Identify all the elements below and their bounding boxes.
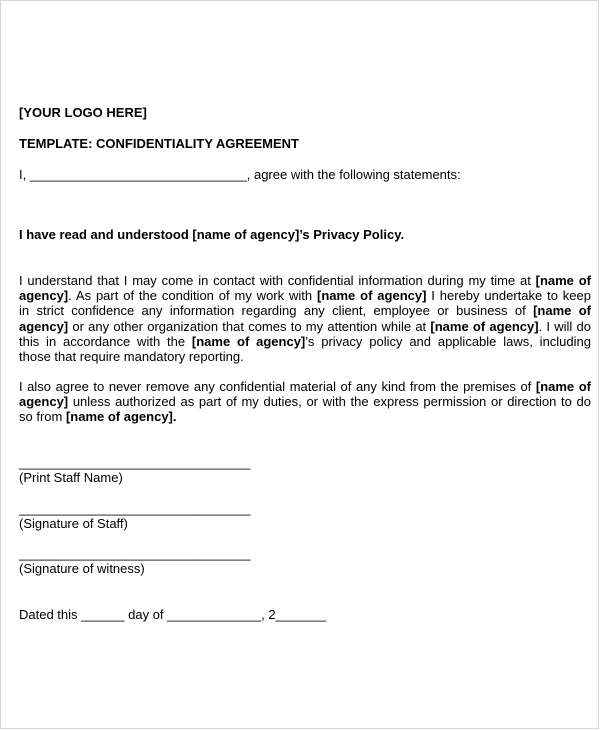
paragraph-row xyxy=(19,303,591,318)
signature-of-witness-blank: ________________________________ xyxy=(19,546,251,561)
paragraph-row xyxy=(19,394,591,409)
text-run: in strict confidence any information regarding any client, employee or business of xyxy=(19,303,534,319)
text-run: I hereby undertake to keep xyxy=(426,288,591,304)
text-run: ’s privacy policy and applicable laws, including xyxy=(305,333,591,349)
signature-of-staff-blank: ________________________________ xyxy=(19,501,251,516)
text-run: I understand that I may come in contact with confidential information during my time at xyxy=(19,273,536,288)
paragraph-row xyxy=(19,379,591,394)
paragraph-row xyxy=(19,288,591,303)
agency-placeholder: [name of xyxy=(535,379,591,394)
agency-placeholder: agency] xyxy=(19,394,69,410)
paragraph-confidential-information xyxy=(19,273,591,364)
text-run: . As part of the condition of my work with xyxy=(68,288,317,304)
agency-placeholder: [name of xyxy=(535,273,591,288)
text-run: unless authorized as part of my duties, or with the express permission or direction to do xyxy=(68,394,591,410)
intro-line: I, ______________________________, agree with the following statements: xyxy=(19,167,461,182)
agency-placeholder: [name of xyxy=(533,303,591,319)
text-run: or any other organization that comes to my attention while at xyxy=(68,318,431,334)
agency-placeholder: [name of agency] xyxy=(317,288,427,304)
print-staff-name-label: (Print Staff Name) xyxy=(19,470,123,485)
agency-placeholder: agency] xyxy=(19,288,69,304)
text-run: . I will do xyxy=(538,318,591,334)
agency-placeholder: [name of agency] xyxy=(430,318,539,334)
text-run: so from xyxy=(19,409,66,425)
agency-placeholder: [name of agency] xyxy=(191,333,306,349)
paragraph-row xyxy=(19,334,591,349)
text-run: those that require mandatory reporting. xyxy=(19,349,244,365)
agency-placeholder: agency] xyxy=(19,318,69,334)
paragraph-row xyxy=(19,273,591,288)
print-staff-name-blank: ________________________________ xyxy=(19,455,251,470)
signature-of-witness-label: (Signature of witness) xyxy=(19,561,145,576)
signature-of-staff-label: (Signature of Staff) xyxy=(19,516,128,531)
logo-placeholder: [YOUR LOGO HERE] xyxy=(19,105,147,120)
text-run: I also agree to never remove any confidential material of any kind from the premises of xyxy=(19,379,536,394)
document-title: TEMPLATE: CONFIDENTIALITY AGREEMENT xyxy=(19,136,299,151)
text-run: this in accordance with the xyxy=(19,333,192,349)
paragraph-confidential-material xyxy=(19,379,591,425)
agency-placeholder: [name of agency]. xyxy=(65,409,177,425)
paragraph-row xyxy=(19,319,591,334)
paragraph-row xyxy=(19,409,591,424)
dated-line: Dated this ______ day of _____________, 2_______ xyxy=(19,607,327,622)
privacy-statement: I have read and understood [name of agency]’s Privacy Policy. xyxy=(19,227,405,242)
paragraph-row xyxy=(19,349,591,364)
